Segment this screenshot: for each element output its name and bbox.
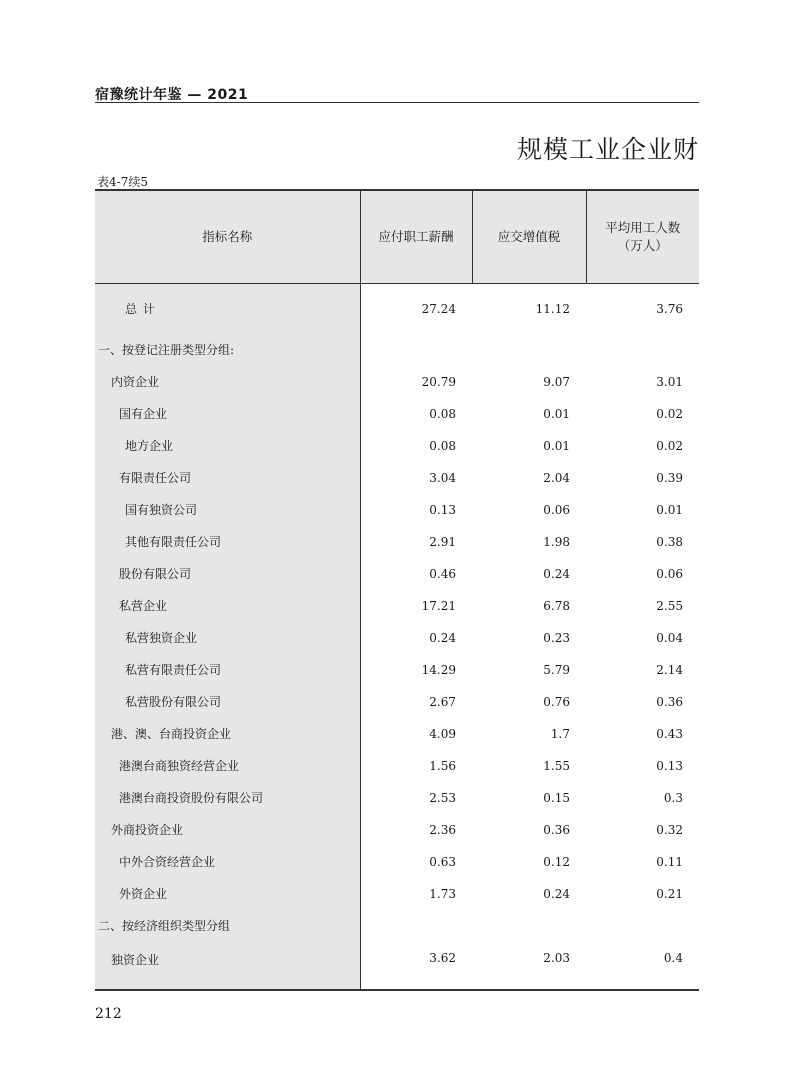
table-row [95,334,699,366]
cell-vat-payable: 0.15 [543,790,570,805]
table-row [95,283,699,334]
table-row [95,942,699,990]
cell-payable-wages: 2.91 [429,534,456,549]
table-row [95,398,699,430]
table-row [95,462,699,494]
column-header-payable-wages: 应付职工薪酬 [360,190,472,283]
table-row [95,494,699,526]
cell-avg-employees: 0.36 [656,694,683,709]
table-row [95,718,699,750]
row-label: 港澳台商独资经营企业 [95,750,360,782]
cell-vat-payable [472,334,586,366]
row-label: 二、按经济组织类型分组 [95,910,360,942]
table-row [95,910,699,942]
row-label: 私营有限责任公司 [95,654,360,686]
cell-avg-employees: 3.01 [656,374,683,389]
statistics-table [95,189,699,991]
table-row [95,622,699,654]
cell-avg-employees: 0.02 [656,438,683,453]
cell-payable-wages: 0.08 [429,438,456,453]
column-header-avg-employees-unit: （万人） [617,237,668,253]
table-row [95,558,699,590]
row-label: 其他有限责任公司 [95,526,360,558]
cell-payable-wages [360,334,472,366]
table-label: 表4-7续5 [97,175,148,189]
cell-vat-payable: 0.76 [543,694,570,709]
cell-avg-employees: 0.3 [663,790,683,805]
column-header-indicator: 指标名称 [95,190,360,283]
cell-vat-payable: 0.12 [543,854,570,869]
cell-vat-payable: 0.24 [543,566,570,581]
cell-payable-wages: 14.29 [421,662,456,677]
cell-avg-employees [586,910,699,942]
row-label: 港、澳、台商投资企业 [95,718,360,750]
table-row [95,526,699,558]
cell-payable-wages: 0.24 [429,630,456,645]
row-label: 股份有限公司 [95,558,360,590]
cell-payable-wages: 2.67 [429,694,456,709]
row-label: 外资企业 [95,878,360,910]
cell-payable-wages: 4.09 [429,726,456,741]
cell-payable-wages: 17.21 [421,598,456,613]
cell-avg-employees: 0.4 [586,942,699,990]
row-label: 私营股份有限公司 [95,686,360,718]
table-row [95,750,699,782]
cell-avg-employees: 0.13 [656,758,683,773]
cell-vat-payable: 0.36 [543,822,570,837]
row-label: 独资企业 [95,942,360,990]
cell-vat-payable: 0.23 [543,630,570,645]
table-row [95,846,699,878]
row-label: 有限责任公司 [95,462,360,494]
row-label: 外商投资企业 [95,814,360,846]
cell-avg-employees: 2.14 [656,662,683,677]
table-row [95,878,699,910]
page-number: 212 [95,1006,122,1022]
cell-vat-payable: 1.55 [543,758,570,773]
cell-vat-payable: 1.98 [543,534,570,549]
cell-payable-wages: 1.73 [429,886,456,901]
cell-avg-employees: 2.55 [656,598,683,613]
cell-payable-wages: 3.62 [360,942,472,990]
row-label: 国有独资公司 [95,494,360,526]
row-label: 内资企业 [95,366,360,398]
cell-payable-wages: 2.36 [429,822,456,837]
row-label: 地方企业 [95,430,360,462]
table-row [95,782,699,814]
column-header-avg-employees [586,190,699,283]
cell-payable-wages: 27.24 [421,301,456,316]
cell-vat-payable: 5.79 [543,662,570,677]
cell-avg-employees: 0.06 [656,566,683,581]
cell-payable-wages: 0.08 [429,406,456,421]
cell-vat-payable: 1.7 [550,726,570,741]
row-label: 国有企业 [95,398,360,430]
row-label: 港澳台商投资股份有限公司 [95,782,360,814]
table-row [95,654,699,686]
table-row [95,430,699,462]
cell-vat-payable: 0.01 [543,406,570,421]
table-body [95,283,699,990]
cell-payable-wages [360,910,472,942]
cell-avg-employees: 0.04 [656,630,683,645]
section-title: 规模工业企业财 [516,135,699,164]
row-label: 私营企业 [95,590,360,622]
cell-vat-payable: 2.03 [472,942,586,990]
cell-avg-employees [586,334,699,366]
table-row [95,686,699,718]
cell-payable-wages: 0.63 [429,854,456,869]
column-header-vat-payable: 应交增值税 [472,190,586,283]
cell-avg-employees: 0.43 [656,726,683,741]
cell-vat-payable: 0.24 [543,886,570,901]
cell-payable-wages: 0.46 [429,566,456,581]
cell-vat-payable: 0.06 [543,502,570,517]
table-row [95,814,699,846]
cell-payable-wages: 1.56 [429,758,456,773]
cell-avg-employees: 3.76 [656,301,683,316]
running-header: 宿豫统计年鉴 — 2021 [95,87,249,103]
cell-avg-employees: 0.38 [656,534,683,549]
table-row [95,366,699,398]
cell-avg-employees: 0.39 [656,470,683,485]
cell-payable-wages: 20.79 [421,374,456,389]
cell-avg-employees: 0.11 [656,854,683,869]
cell-avg-employees: 0.32 [656,822,683,837]
row-label: 总 计 [95,283,360,334]
row-label: 私营独资企业 [95,622,360,654]
cell-vat-payable [472,910,586,942]
cell-avg-employees: 0.21 [656,886,683,901]
table-header-row [95,190,699,283]
cell-vat-payable: 2.04 [543,470,570,485]
cell-vat-payable: 9.07 [543,374,570,389]
row-label: 一、按登记注册类型分组: [95,334,360,366]
column-header-avg-employees-label: 平均用工人数 [605,219,681,235]
cell-vat-payable: 0.01 [543,438,570,453]
header-rule [95,102,699,103]
cell-avg-employees: 0.01 [656,502,683,517]
cell-payable-wages: 0.13 [429,502,456,517]
cell-payable-wages: 3.04 [429,470,456,485]
row-label: 中外合资经营企业 [95,846,360,878]
cell-vat-payable: 11.12 [535,301,570,316]
cell-payable-wages: 2.53 [429,790,456,805]
cell-avg-employees: 0.02 [656,406,683,421]
cell-vat-payable: 6.78 [543,598,570,613]
table-row [95,590,699,622]
